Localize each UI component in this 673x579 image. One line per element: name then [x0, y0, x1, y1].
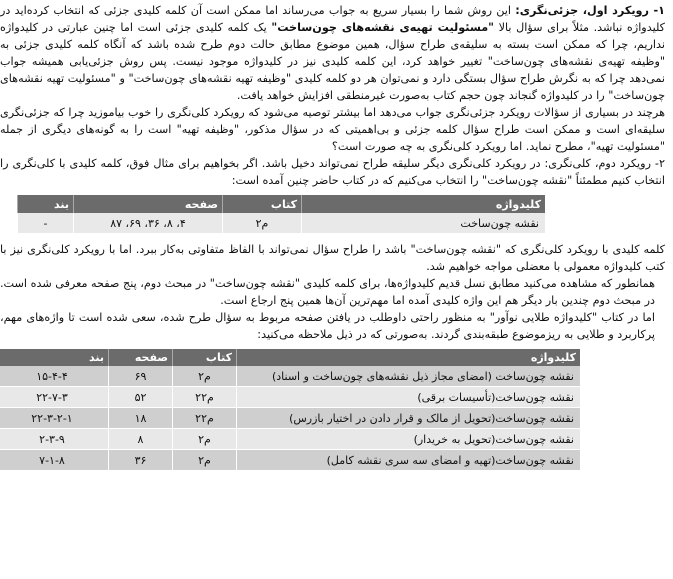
cell-clause: ۲۲-۷-۳: [0, 387, 109, 408]
approach-one-heading: ۱- رویکرد اول، جزئی‌نگری:: [515, 4, 665, 17]
header-keyword: کلیدواژه: [302, 195, 546, 213]
cell-clause: ۱۵-۴-۴: [0, 366, 109, 387]
cell-book: م۲۲: [173, 408, 237, 429]
table-row: [0, 366, 580, 387]
header-keyword: کلیدواژه: [237, 349, 581, 366]
cell-keyword: نقشه چون‌ساخت(تحویل به خریدار): [237, 429, 581, 450]
cell-book: م۲۲: [173, 387, 237, 408]
paragraph-approach-two: ۲- رویکرد دوم، کلی‌نگری: در رویکرد کلی‌نگری دیگر سلیقه طراح نمی‌تواند دخیل باشد. اگر بخواهیم برای مثال فوق، کلمه کلیدی با کلی‌نگری را انتخاب کنیم مطمئناً "نقشه چون‌ساخت" را انتخاب می‌کنیم که در کتاب حاضر چنین آمده است:: [0, 157, 665, 187]
table-header-row: [0, 349, 580, 366]
approach-one-text-a: این روش شما را بسیار سریع به جواب می‌رساند اما ممکن است آن کلمه کلیدی جزئی که انتخاب کرده‌اید در کلیدواژه نباشد. مثلاً برای سؤال بالا: [0, 4, 665, 34]
cell-book: م۲: [173, 429, 237, 450]
cell-book: م۲: [173, 366, 237, 387]
cell-page: ۶۹: [109, 366, 173, 387]
cell-page: ۱۸: [109, 408, 173, 429]
cell-keyword: نقشه چون‌ساخت(تهیه و امضای سه سری نقشه کامل): [237, 450, 581, 471]
paragraph-approach-one: [0, 2, 665, 104]
header-page: صفحه: [109, 349, 173, 366]
keyword-table-simple: [17, 195, 545, 233]
cell-page: ۵۲: [109, 387, 173, 408]
table-header-row: [18, 195, 546, 213]
table-row: [0, 429, 580, 450]
cell-page: ۴، ۸، ۳۶، ۶۹، ۸۷: [74, 213, 223, 233]
cell-page: ۸: [109, 429, 173, 450]
cell-clause: ۲-۳-۹: [0, 429, 109, 450]
cell-keyword: نقشه چون‌ساخت(تحویل از مالک و قرار دادن در اختیار بازرس): [237, 408, 581, 429]
header-book: کتاب: [223, 195, 302, 213]
cell-book: م۲: [223, 213, 302, 233]
approach-one-text-b: یک کلمه کلیدی جزئی است اما چنین عبارتی در کلیدواژه نداریم، چرا که ممکن است بسته به سلیقه‌ی طراح سؤال، همین موضوع مطابق حالت دوم طرح شده باشد که آنگاه کلمه کلیدی جزئی به "وظیفه تهیه‌ی نقشه‌های چون‌ساخت" تغییر خواهد کرد، این کلمه کلیدی نیز در کلیدواژه موجود نیست. پس روش جزئی‌یابی همیشه جواب نمی‌دهد چرا که به نگرش طراح سؤال بستگی دارد و نمی‌توان هر دو کلمه کلیدی "وظیفه تهیه نقشه‌های چون‌ساخت" و "مسئولیت تهیه نقشه‌های چون‌ساخت" را در کلیدواژه گنجاند چون حجم کتاب به‌صورت غیرمنطقی افزایش خواهد یافت.: [0, 21, 665, 102]
cell-clause: ۲۲-۳-۲-۱: [0, 408, 109, 429]
paragraph-old-generation: همانطور که مشاهده می‌کنید مطابق نسل قدیم کلیدواژه‌ها، برای کلمه کلیدی "نقشه چون‌ساخت" در مبحث دوم، پنج صفحه معرفی شده است. در مبحث دوم چندین بار دیگر هم این واژه کلیدی آمده اما مهم‌ترین آن‌ها همین پنج ارجاع است.: [0, 277, 655, 307]
header-clause: بند: [0, 349, 109, 366]
table-row: [0, 450, 580, 471]
approach-one-keyword: "مسئولیت تهیه‌ی نقشه‌های چون‌ساخت": [271, 21, 494, 34]
cell-book: م۲: [173, 450, 237, 471]
table-row: [0, 408, 580, 429]
header-page: صفحه: [74, 195, 223, 213]
header-clause: بند: [18, 195, 74, 213]
keyword-table-detailed: [0, 349, 580, 471]
paragraph-golden-keyword: اما در کتاب "کلیدواژه طلایی نوآور" به منظور راحتی داوطلب در یافتن صفحه مربوط به سؤال طرح شده، سعی شده است تا واژه‌های مهم، پرکاربرد و طلایی به ریزموضوع طبقه‌بندی گردند. به‌صورتی که در ذیل ملاحظه می‌کنید:: [0, 311, 655, 341]
table-row: [0, 387, 580, 408]
cell-page: ۳۶: [109, 450, 173, 471]
header-book: کتاب: [173, 349, 237, 366]
cell-keyword: نقشه چون‌ساخت: [302, 213, 546, 233]
cell-keyword: نقشه چون‌ساخت (امضای مجاز ذیل نقشه‌های چون‌ساخت و اسناد): [237, 366, 581, 387]
cell-clause: -: [18, 213, 74, 233]
cell-clause: ۷-۱-۸: [0, 450, 109, 471]
cell-keyword: نقشه چون‌ساخت(تأسیسات برقی): [237, 387, 581, 408]
paragraph-generalist-note: کلمه کلیدی با رویکرد کلی‌نگری که "نقشه چون‌ساخت" باشد را طراح سؤال نمی‌تواند با الفاظ متفاوتی به‌کار ببرد. اما با رویکرد کلی‌نگری نیز با کتب کلیدواژه معمولی با معضلی مواجه خواهیم شد.: [0, 243, 665, 273]
paragraph-recommendation: هرچند در بسیاری از سؤالات رویکرد جزئی‌نگری جواب می‌دهد اما بیشتر توصیه می‌شود که رویکرد کلی‌نگری را خوب بیاموزید چرا که جزئی‌نگری سلیقه‌ای است و ممکن است طراح سؤال کلمه جزئی و بی‌اهمیتی که در سؤال مذکور، "وظیفه تهیه" است را به گونه‌های دیگری از جمله "مسئولیت تهیه"، مطرح نماید. اما رویکرد کلی‌نگری به چه صورت است؟: [0, 106, 665, 153]
table-row: [18, 213, 546, 233]
